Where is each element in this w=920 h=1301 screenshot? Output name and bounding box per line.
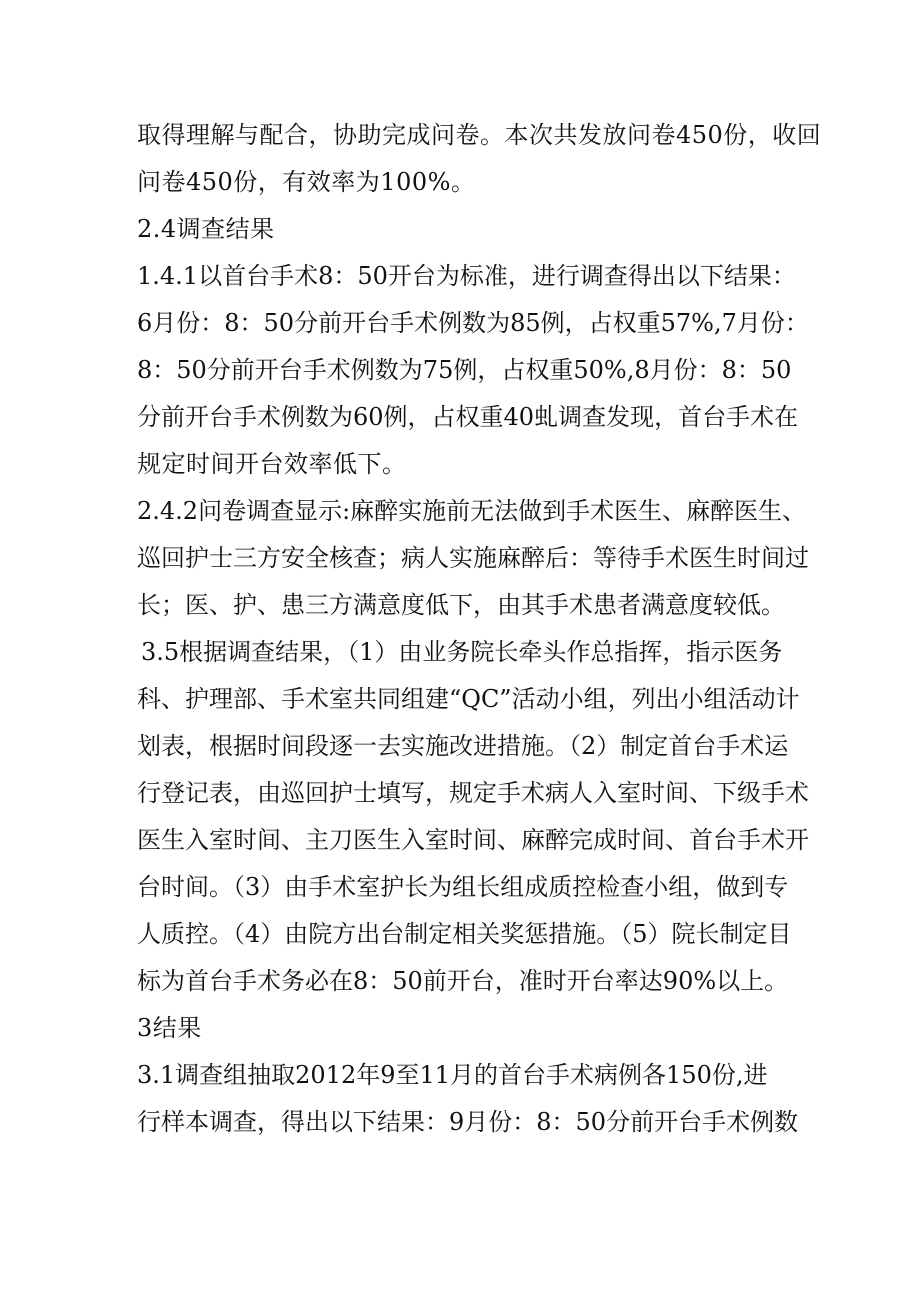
text-line-14: 划表，根据时间段逐一去实施改进措施。（2）制定首台手术运: [137, 732, 789, 760]
text-line-10: 巡回护士三方安全核查；病人实施麻醉后：等待手术医生时间过: [137, 544, 809, 572]
text-line-21: 3.1调查组抽取2012年9至11月的首台手术病例各150份,进: [137, 1061, 768, 1089]
section-heading-3: 3结果: [137, 1014, 202, 1042]
text-line-9: 2.4.2问卷调查显示:麻醉实施前无法做到手术医生、麻醉医生、: [137, 497, 807, 525]
text-line-1: 取得理解与配合，协助完成问卷。本次共发放问卷450份，收回: [137, 121, 822, 149]
text-line-12: 3.5根据调查结果，（1）由业务院长牵头作总指挥，指示医务: [141, 638, 783, 666]
text-line-2: 问卷450份，有效率为100%。: [137, 168, 476, 196]
text-line-15: 行登记表，由巡回护士填写，规定手术病人入室时间、下级手术: [137, 779, 809, 807]
text-line-18: 人质控。（4）由院方出台制定相关奖惩措施。（5）院长制定目: [137, 920, 792, 948]
text-line-13: 科、护理部、手术室共同组建“QC”活动小组，列出小组活动计: [137, 685, 800, 713]
text-line-16: 医生入室时间、主刀医生入室时间、麻醉完成时间、首台手术开: [137, 826, 809, 854]
text-line-5: 6月份：8：50分前开台手术例数为85例，占权重57%,7月份：: [137, 309, 809, 337]
text-line-6: 8：50分前开台手术例数为75例，占权重50%,8月份：8：50: [137, 356, 792, 384]
text-line-19: 标为首台手术务必在8：50前开台，准时开台率达90%以上。: [137, 967, 789, 995]
document-body: [137, 112, 822, 1146]
text-line-17: 台时间。（3）由手术室护长为组长组成质控检查小组，做到专: [137, 873, 789, 901]
text-line-8: 规定时间开台效率低下。: [137, 450, 407, 478]
text-line-7: 分前开台手术例数为60例，占权重40虬调查发现，首台手术在: [137, 403, 799, 431]
text-line-4: 1.4.1以首台手术8：50开台为标准，进行调查得出以下结果：: [137, 262, 796, 290]
section-heading-2-4: 2.4调查结果: [137, 215, 275, 243]
text-line-22: 行样本调查，得出以下结果：9月份：8：50分前开台手术例数: [137, 1108, 799, 1136]
text-line-11: 长；医、护、患三方满意度低下，由其手术患者满意度较低。: [137, 591, 785, 619]
